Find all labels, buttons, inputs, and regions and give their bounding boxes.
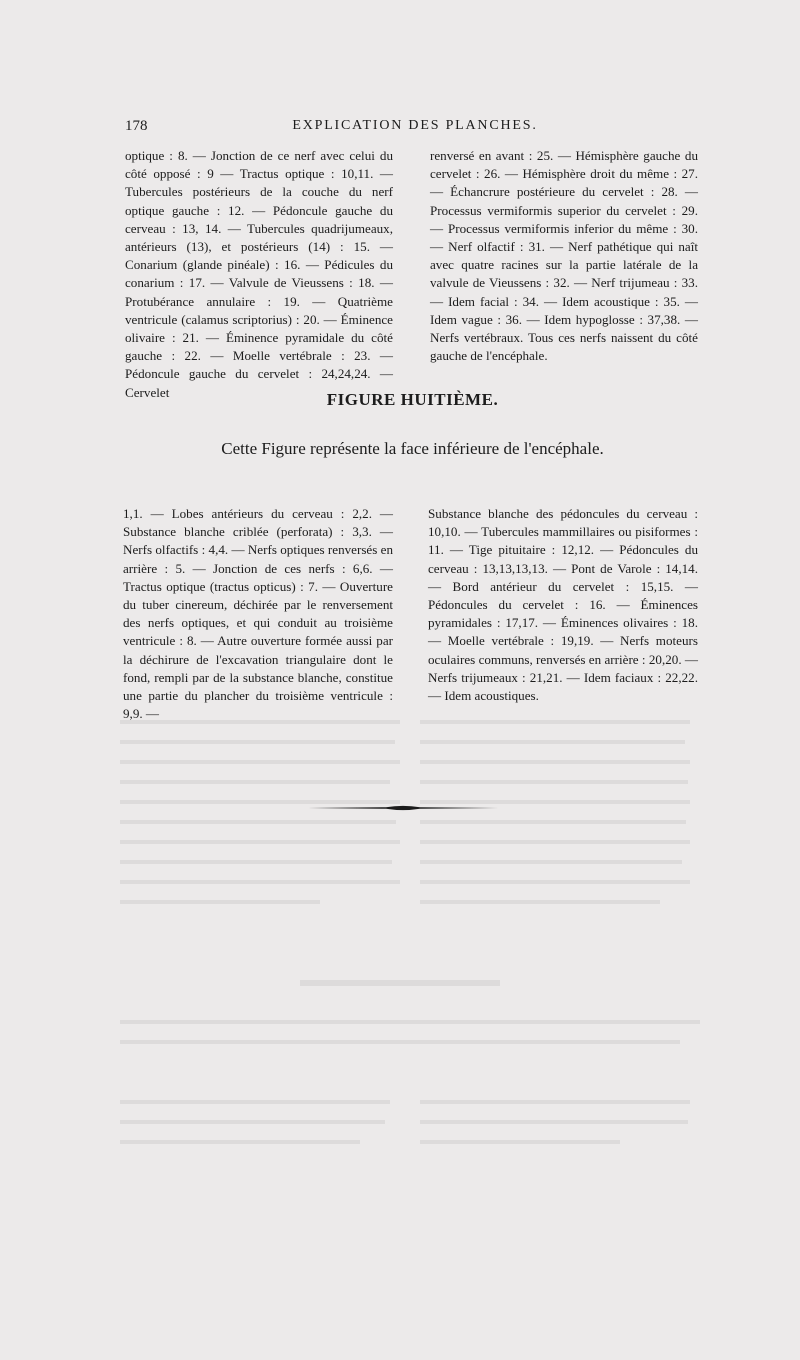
bottom-left-paragraph: 1,1. — Lobes antérieurs du cerveau : 2,2. — Substance blanche criblée (perforata) : 3,3. — Nerfs olfactifs : 4,4. — Nerfs optiques renversés en arrière : 5. — Jonction de ces nerfs : 6,6. — Tractus optique (tractus opticus) : 7. — Ouverture du tuber cinereum, déchirée par le renversement des nerfs optiques, et qui conduit au troisième ventricule : 8. — Autre ouverture formée aussi par la déchirure de l'excavation triangulaire dont le fond, rempli par de la substance blanche, constitue une partie du plancher du troisième ventricule : 9,9. — (123, 506, 393, 722)
top-right-column (430, 147, 698, 365)
page-number: 178 (125, 118, 148, 134)
top-left-paragraph: optique : 8. — Jonction de ce nerf avec celui du côté opposé : 9 — Tractus optique : 10,11. — Tubercules postérieurs de la couche du nerf optique gauche : 12. — Pédoncule gauche du cerveau : 13, 14. — Tubercules quadrijumeaux, antérieurs (13), et postérieurs (14) : 15. — Conarium (glande pinéale) : 16. — Pédicules du conarium : 17. — Valvule de Vieussens : 18. — Protubérance annulaire : 19. — Quatrième ventricule (calamus scriptorius) : 20. — Éminence olivaire : 21. — Éminence pyramidale du côté gauche : 22. — Moelle vertébrale : 23. — Pédoncule gauche du cervelet : 24,24,24. — Cervelet (125, 148, 393, 400)
figure-title: FIGURE HUITIÈME. (326, 390, 499, 409)
page-header (125, 118, 705, 138)
bottom-right-paragraph: Substance blanche des pédoncules du cerveau : 10,10. — Tubercules mammillaires ou pisiformes : 11. — Tige pituitaire : 12,12. — Pédoncules du cerveau : 13,13,13,13. — Pont de Varole : 14,14. — Bord antérieur du cervelet : 15,15. — Pédoncules du cervelet : 16. — Éminences pyramidales : 17,17. — Éminences olivaires : 18. — Moelle vertébrale : 19,19. — Nerfs moteurs oculaires communs, renversés en arrière : 20,20. — Nerfs trijumeaux : 21,21. — Idem faciaux : 22,22. — Idem acoustiques. (428, 506, 698, 704)
running-title: EXPLICATION DES PLANCHES. (292, 118, 538, 133)
top-left-column (125, 147, 393, 402)
bottom-left-column (123, 505, 393, 723)
show-through-texture (120, 720, 700, 1160)
bottom-right-column (428, 505, 698, 705)
top-right-paragraph: renversé en avant : 25. — Hémisphère gauche du cervelet : 26. — Hémisphère droit du même : 27. — Échancrure postérieure du cervelet : 28. — Processus vermiformis superior du cervelet : 29. — Processus vermiformis inferior du même : 30. — Nerf olfactif : 31. — Nerf pathétique qui naît avec quatre racines sur la partie latérale de la valvule de Vieussens : 32. — Nerf trijumeau : 33. — Idem facial : 34. — Idem acoustique : 35. — Idem vague : 36. — Idem hypoglosse : 37,38. — Nerfs vertébraux. Tous ces nerfs naissent du côté gauche de l'encéphale. (430, 148, 698, 364)
figure-subtitle: Cette Figure représente la face inférieure de l'encéphale. (221, 439, 604, 458)
